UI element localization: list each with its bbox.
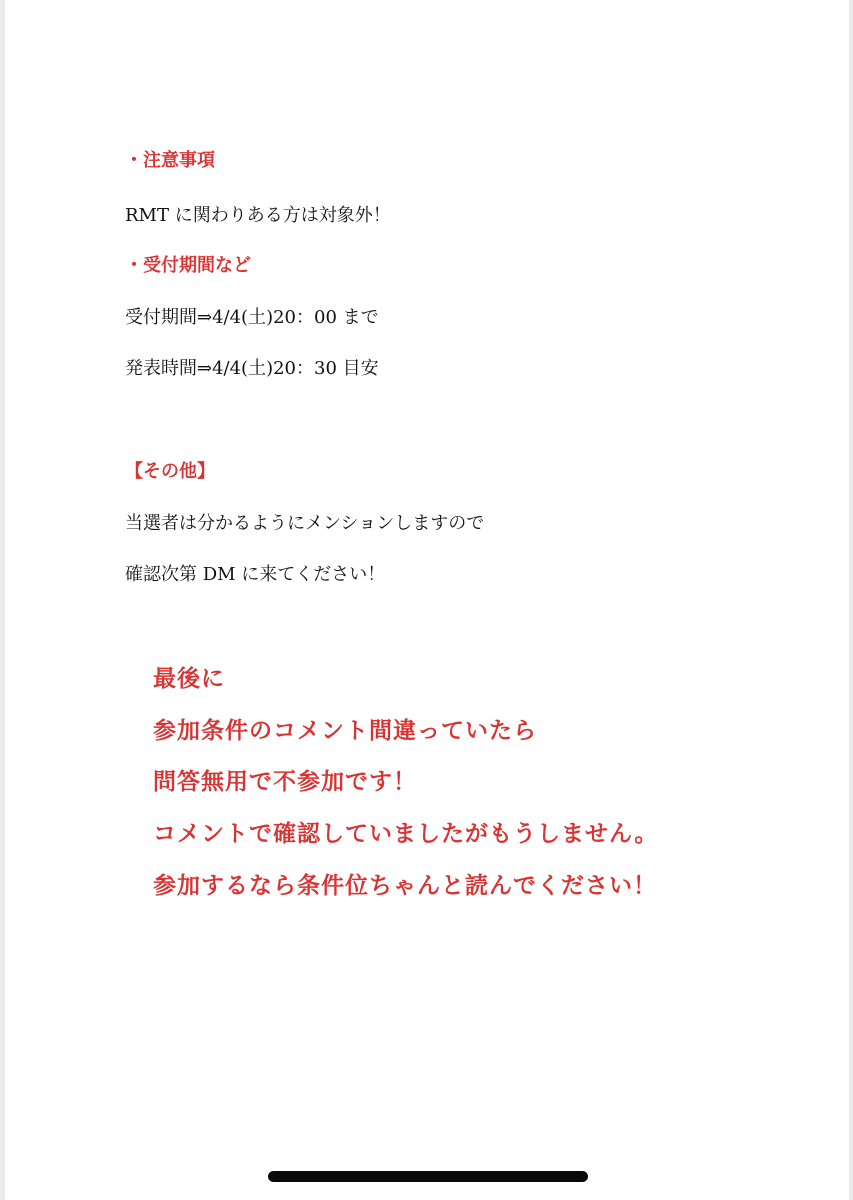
period-heading: ・受付期間など — [125, 255, 251, 276]
other-text-line-2: 確認次第 DM に来てください！ — [125, 564, 386, 585]
notes-heading: ・注意事項 — [125, 150, 215, 171]
final-notice-line-3: 問答無用で不参加です！ — [153, 768, 417, 795]
final-notice-line-5: 参加するなら条件位ちゃんと読んでください！ — [153, 872, 657, 899]
home-indicator-bar[interactable] — [268, 1171, 588, 1182]
final-notice-line-1: 最後に — [153, 665, 225, 692]
other-heading: 【その他】 — [125, 461, 215, 482]
other-text-line-1: 当選者は分かるようにメンションしますので — [125, 513, 485, 534]
final-notice-line-4: コメントで確認していましたがもうしません。 — [153, 820, 659, 847]
reception-period-text: 受付期間⇒4/4(土)20：00 まで — [125, 307, 379, 328]
announcement-time-text: 発表時間⇒4/4(土)20：30 目安 — [125, 358, 379, 379]
final-notice-line-2: 参加条件のコメント間違っていたら — [153, 717, 537, 744]
document-page — [5, 0, 849, 1200]
notes-text: RMT に関わりある方は対象外！ — [125, 205, 391, 226]
